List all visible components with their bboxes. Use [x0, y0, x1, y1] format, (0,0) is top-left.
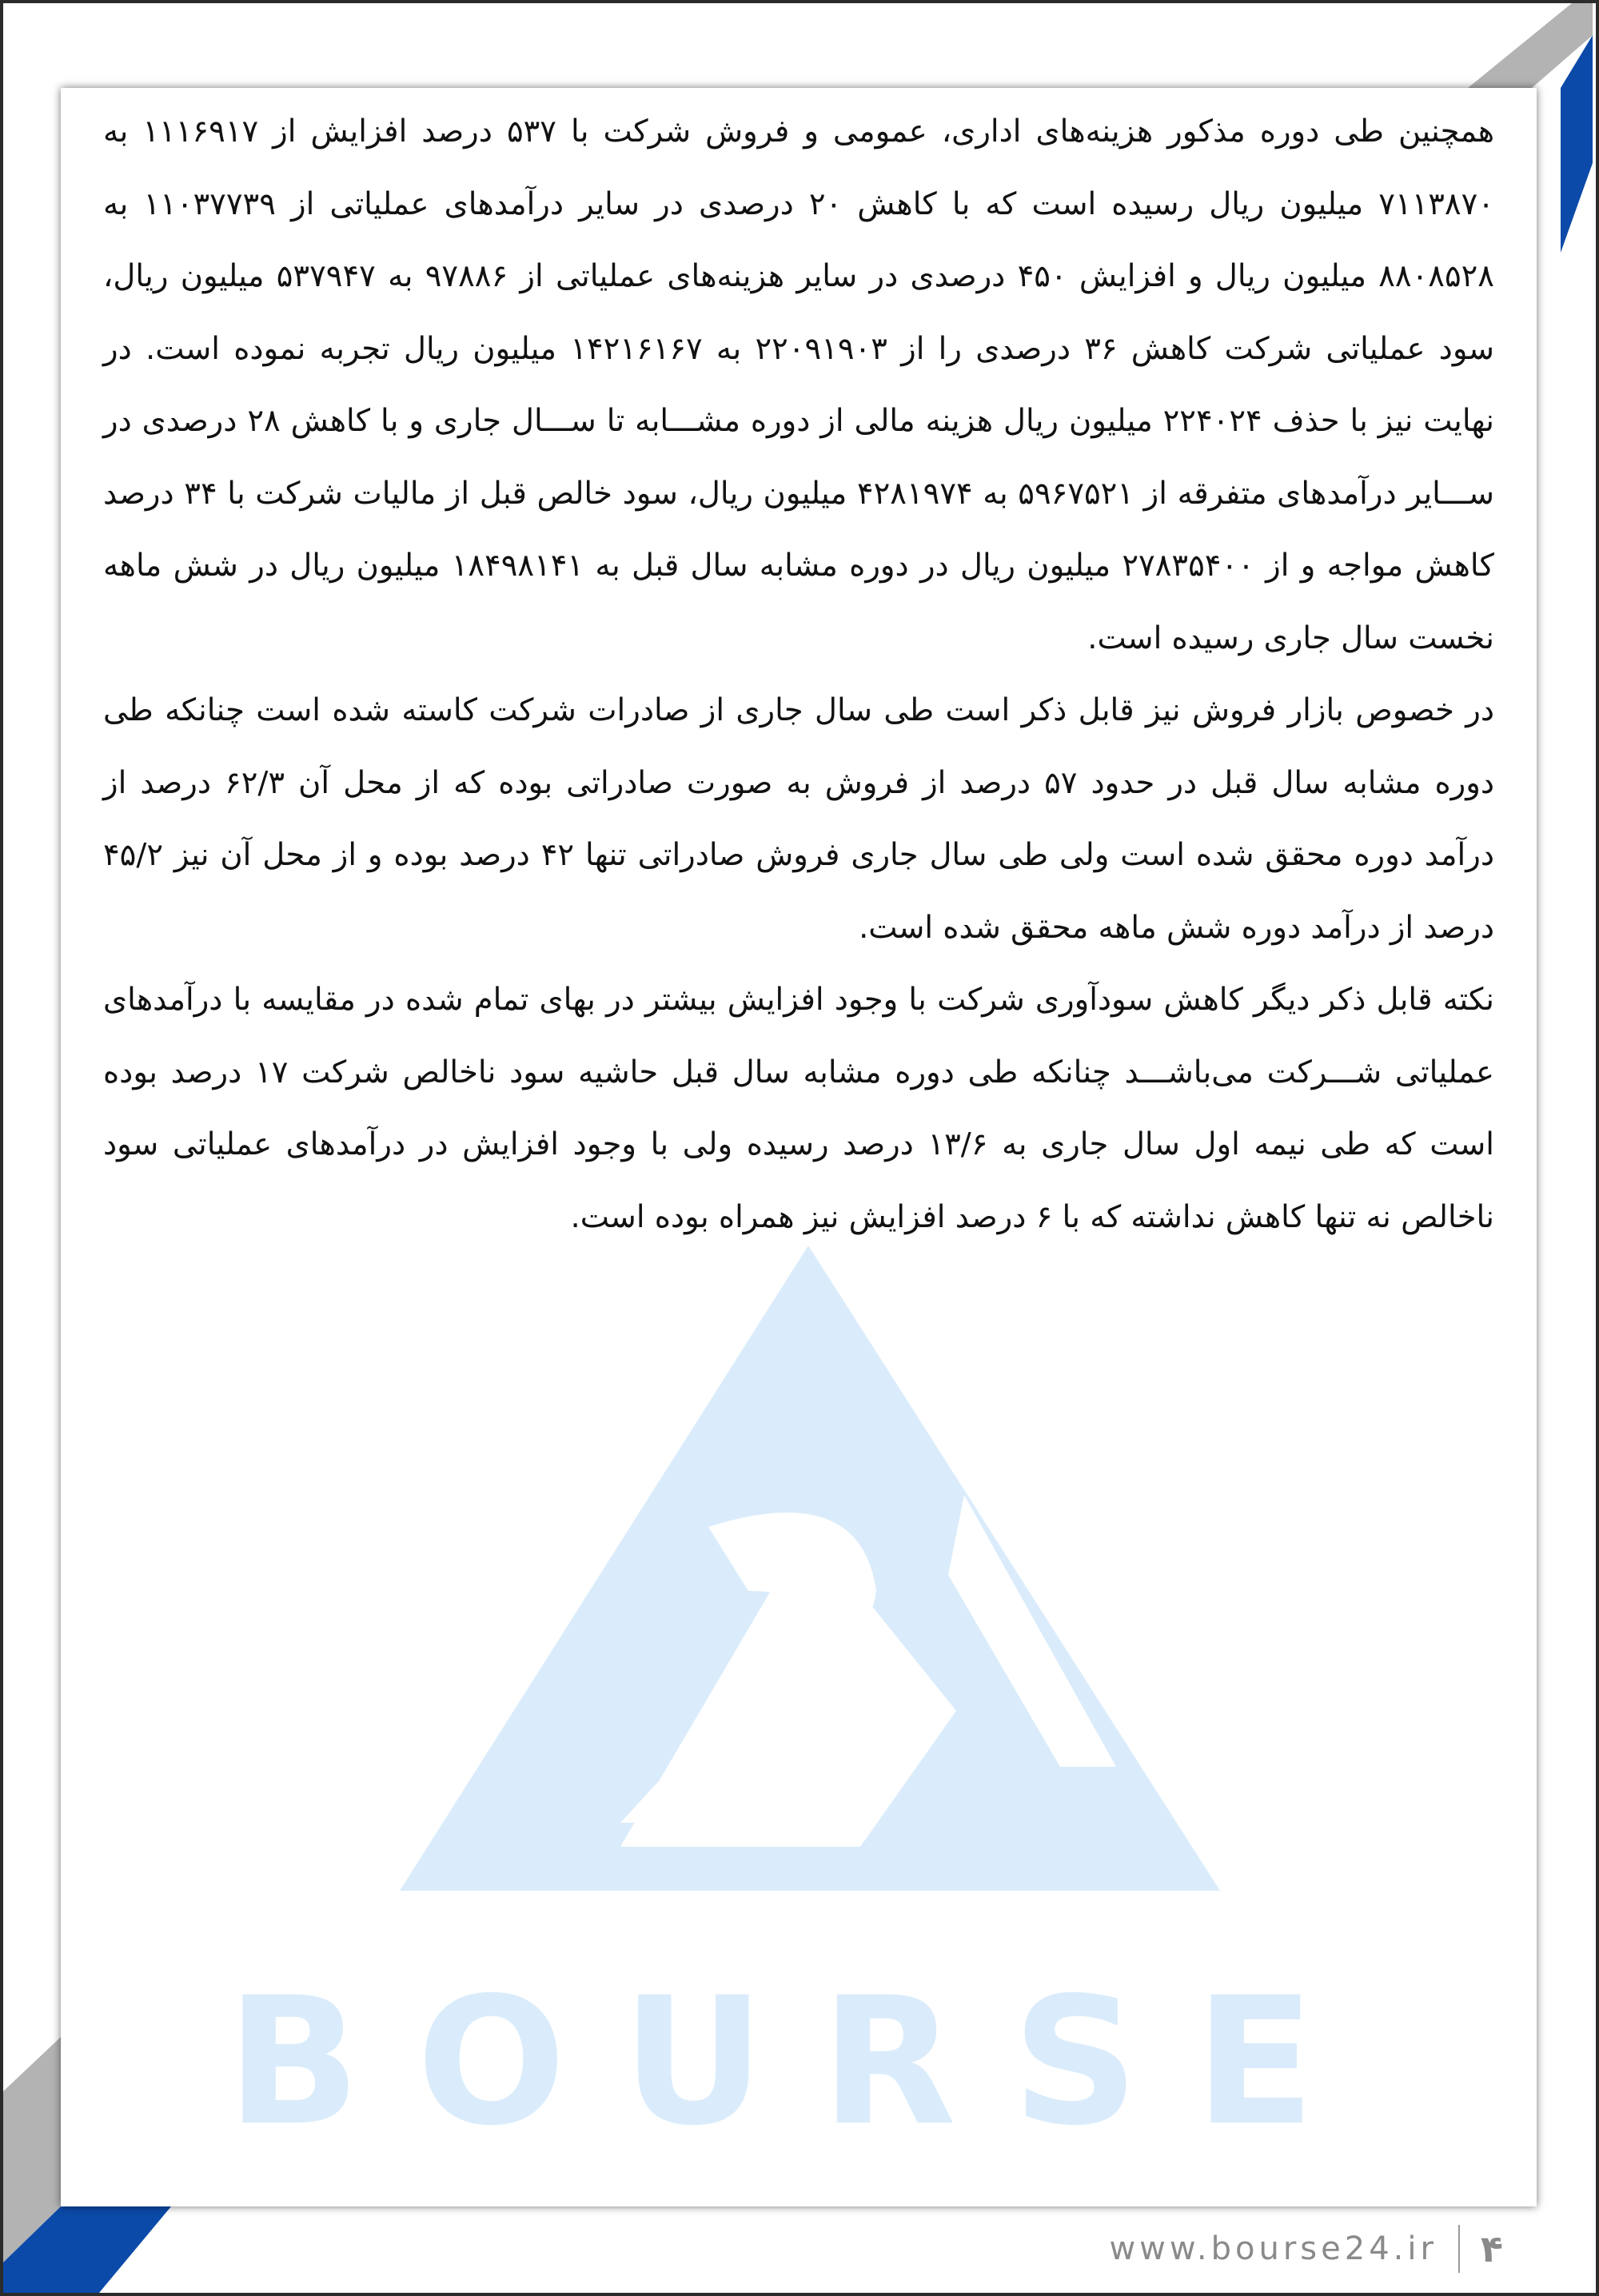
- paragraph-gross-margin: نکته قابل ذکر دیگر کاهش سودآوری شرکت با وجود افزایش بیشتر در بهای تمام شده در مقایسه با درآمدهای عملیاتی شـــرکت می‌باشـــد چنانکه طی دوره مشابه سال قبل حاشیه سود ناخالص شرکت ۱۷ درصد بوده است که طی نیمه اول سال جاری به ۱۳/۶ درصد رسیده ولی با وجود افزایش در درآمدهای عملیاتی سود ناخالص نه تنها کاهش نداشته که با ۶ درصد افزایش نیز همراه بوده است.: [103, 982, 1494, 1235]
- page-number: ۴: [1480, 2227, 1503, 2270]
- article-body: [103, 96, 1494, 1254]
- page-footer: [1109, 2221, 1503, 2277]
- paragraph-exports: در خصوص بازار فروش نیز قابل ذکر است طی سال جاری از صادرات شرکت کاسته شده است چنانکه طی دوره مشابه سال قبل در حدود ۵۷ درصد از فروش به صورت صادراتی بوده که از محل آن ۶۲/۳ درصد از درآمد دوره محقق شده است ولی طی سال جاری فروش صادراتی تنها ۴۲ درصد بوده و از محل آن نیز ۴۵/۲ درصد از درآمد دوره شش ماهه محقق شده است.: [103, 692, 1495, 946]
- footer-divider: [1458, 2225, 1460, 2273]
- watermark-wordmark: BOURSE: [226, 1959, 1371, 2164]
- content-card: [61, 88, 1537, 2206]
- footer-website-link[interactable]: www.bourse24.ir: [1109, 2230, 1438, 2267]
- paragraph-expenses: همچنین طی دوره مذکور هزینه‌های اداری، عمومی و فروش شرکت با ۵۳۷ درصد افزایش از ۱۱۱۶۹۱۷ به ۷۱۱۳۸۷۰ میلیون ریال رسیده است که با کاهش ۲۰ درصدی در سایر درآمدهای عملیاتی از ۱۱۰۳۷۷۳۹ به ۸۸۰۸۵۲۸ میلیون ریال و افزایش ۴۵۰ درصدی در سایر هزینه‌های عملیاتی از ۹۷۸۸۶ به ۵۳۷۹۴۷ میلیون ریال، سود عملیاتی شرکت کاهش ۳۶ درصدی را از ۲۲۰۹۱۹۰۳ به ۱۴۲۱۶۱۶۷ میلیون ریال تجربه نموده است. در نهایت نیز با حذف ۲۲۴۰۲۴ میلیون ریال هزینه مالی از دوره مشـــابه تا ســـال جاری و با کاهش ۲۸ درصدی در ســـایر درآمدهای متفرقه از ۵۹۶۷۵۲۱ به ۴۲۸۱۹۷۴ میلیون ریال، سود خالص قبل از مالیات شرکت با ۳۴ درصد کاهش مواجه و از ۲۷۸۳۵۴۰۰ میلیون ریال در دوره مشابه سال قبل به ۱۸۴۹۸۱۴۱ میلیون ریال در شش ماهه نخست سال جاری رسیده است.: [103, 114, 1495, 656]
